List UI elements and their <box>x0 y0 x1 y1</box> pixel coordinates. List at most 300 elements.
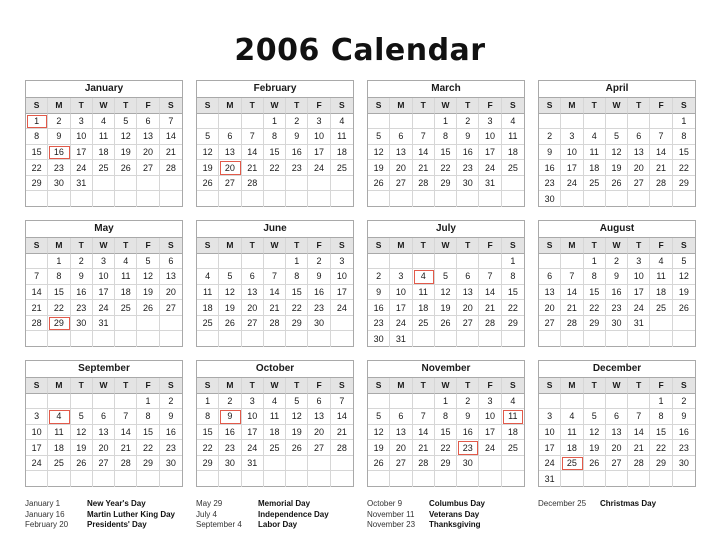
day-cell: 24 <box>71 160 93 176</box>
day-cell: 21 <box>628 440 650 456</box>
day-cell: 30 <box>457 456 479 472</box>
day-cell: 25 <box>331 160 353 176</box>
weekday-header: S <box>26 98 48 114</box>
day-cell: 1 <box>502 254 524 270</box>
day-cell: 13 <box>308 409 330 425</box>
day-cell: 12 <box>286 409 308 425</box>
day-cell: 20 <box>308 425 330 441</box>
day-cell: 13 <box>606 425 628 441</box>
day-cell: 24 <box>26 456 48 472</box>
empty-day-cell <box>26 191 48 207</box>
holiday-row <box>25 520 175 531</box>
day-cell: 19 <box>584 440 606 456</box>
day-cell: 5 <box>137 254 159 270</box>
weekday-header: T <box>286 378 308 394</box>
month-july <box>367 220 525 347</box>
empty-day-cell <box>197 254 219 270</box>
holiday-name: Columbus Day <box>429 499 486 508</box>
weekday-header: M <box>561 378 583 394</box>
day-cell: 3 <box>628 254 650 270</box>
day-cell: 12 <box>368 145 390 161</box>
weekday-header: S <box>26 378 48 394</box>
empty-day-cell <box>479 456 501 472</box>
day-cell: 9 <box>48 129 70 145</box>
day-cell: 7 <box>413 129 435 145</box>
day-cell: 8 <box>584 269 606 285</box>
day-cell: 3 <box>331 254 353 270</box>
day-cell: 2 <box>308 254 330 270</box>
weekday-header: S <box>160 378 182 394</box>
weekday-header: S <box>160 238 182 254</box>
day-cell: 10 <box>479 409 501 425</box>
day-cell: 18 <box>48 440 70 456</box>
empty-day-cell <box>368 394 390 410</box>
day-cell: 15 <box>137 425 159 441</box>
holiday-date: December 25 <box>538 499 587 508</box>
weekday-header: T <box>71 378 93 394</box>
empty-day-cell <box>48 394 70 410</box>
empty-day-cell <box>26 394 48 410</box>
day-cell: 7 <box>479 269 501 285</box>
day-cell: 29 <box>26 176 48 192</box>
empty-day-cell <box>650 471 672 487</box>
empty-day-cell <box>673 316 695 332</box>
day-cell: 2 <box>606 254 628 270</box>
page-title: 2006 Calendar <box>234 33 486 68</box>
month-december <box>538 360 696 487</box>
empty-day-cell <box>48 331 70 347</box>
day-cell: 8 <box>673 129 695 145</box>
day-cell: 1 <box>435 114 457 130</box>
day-cell: 11 <box>197 285 219 301</box>
day-cell: 16 <box>457 145 479 161</box>
day-cell: 10 <box>93 269 115 285</box>
day-cell: 6 <box>242 269 264 285</box>
day-cell: 5 <box>197 129 219 145</box>
weekday-header: S <box>26 238 48 254</box>
day-cell: 22 <box>650 440 672 456</box>
empty-day-cell <box>264 456 286 472</box>
empty-day-cell <box>435 471 457 487</box>
day-cell: 12 <box>71 425 93 441</box>
day-cell: 9 <box>457 129 479 145</box>
day-cell: 22 <box>435 160 457 176</box>
holiday-date: January 16 <box>25 509 65 519</box>
empty-day-cell <box>413 394 435 410</box>
day-cell: 10 <box>331 269 353 285</box>
month-name: February <box>197 81 353 98</box>
day-cell: 24 <box>331 300 353 316</box>
day-cell: 2 <box>673 394 695 410</box>
day-cell: 14 <box>413 145 435 161</box>
day-cell: 25 <box>115 300 137 316</box>
day-cell: 10 <box>390 285 412 301</box>
empty-day-cell <box>331 471 353 487</box>
holiday-name: Martin Luther King Day <box>87 509 176 519</box>
day-cell: 16 <box>160 425 182 441</box>
day-cell: 7 <box>160 114 182 130</box>
day-cell: 24 <box>390 316 412 332</box>
holiday-day-cell: 4 <box>48 409 70 425</box>
empty-day-cell <box>628 394 650 410</box>
empty-day-cell <box>539 331 561 347</box>
day-cell: 12 <box>435 285 457 301</box>
day-cell: 1 <box>673 114 695 130</box>
day-cell: 9 <box>457 409 479 425</box>
empty-day-cell <box>197 471 219 487</box>
empty-day-cell <box>197 191 219 207</box>
empty-day-cell <box>561 471 583 487</box>
empty-day-cell <box>331 456 353 472</box>
day-cell: 27 <box>390 456 412 472</box>
weekday-header: T <box>413 378 435 394</box>
day-cell: 13 <box>242 285 264 301</box>
day-cell: 8 <box>26 129 48 145</box>
day-cell: 27 <box>160 300 182 316</box>
weekday-header: T <box>115 238 137 254</box>
day-cell: 23 <box>308 300 330 316</box>
day-cell: 31 <box>390 331 412 347</box>
empty-day-cell <box>561 331 583 347</box>
empty-day-cell <box>502 456 524 472</box>
day-grid <box>197 98 353 207</box>
day-cell: 14 <box>650 145 672 161</box>
day-cell: 9 <box>368 285 390 301</box>
day-cell: 27 <box>628 176 650 192</box>
empty-day-cell <box>539 114 561 130</box>
day-cell: 15 <box>26 145 48 161</box>
day-cell: 4 <box>584 129 606 145</box>
holiday-day-cell: 23 <box>457 440 479 456</box>
day-cell: 10 <box>539 425 561 441</box>
day-cell: 10 <box>71 129 93 145</box>
weekday-header: T <box>71 98 93 114</box>
day-cell: 19 <box>197 160 219 176</box>
day-cell: 28 <box>160 160 182 176</box>
day-cell: 8 <box>264 129 286 145</box>
day-cell: 17 <box>26 440 48 456</box>
empty-day-cell <box>628 471 650 487</box>
empty-day-cell <box>137 331 159 347</box>
day-cell: 23 <box>48 160 70 176</box>
day-cell: 19 <box>435 300 457 316</box>
empty-day-cell <box>93 331 115 347</box>
holiday-row <box>196 510 329 521</box>
empty-day-cell <box>71 331 93 347</box>
day-cell: 29 <box>286 316 308 332</box>
day-cell: 30 <box>606 316 628 332</box>
day-cell: 5 <box>606 129 628 145</box>
day-cell: 17 <box>628 285 650 301</box>
day-cell: 8 <box>137 409 159 425</box>
weekday-header: T <box>71 238 93 254</box>
weekday-header: M <box>48 98 70 114</box>
day-cell: 22 <box>584 300 606 316</box>
day-cell: 7 <box>561 269 583 285</box>
weekday-header: F <box>137 378 159 394</box>
day-cell: 7 <box>413 409 435 425</box>
month-name: January <box>26 81 182 98</box>
day-cell: 28 <box>413 456 435 472</box>
day-cell: 26 <box>137 300 159 316</box>
empty-day-cell <box>435 331 457 347</box>
day-cell: 13 <box>219 145 241 161</box>
weekday-header: W <box>93 378 115 394</box>
empty-day-cell <box>286 471 308 487</box>
day-cell: 1 <box>264 114 286 130</box>
day-cell: 29 <box>650 456 672 472</box>
empty-day-cell <box>137 471 159 487</box>
day-cell: 18 <box>331 145 353 161</box>
day-cell: 31 <box>71 176 93 192</box>
day-cell: 27 <box>242 316 264 332</box>
empty-day-cell <box>584 331 606 347</box>
weekday-header: T <box>584 98 606 114</box>
empty-day-cell <box>71 471 93 487</box>
day-cell: 7 <box>650 129 672 145</box>
day-cell: 22 <box>26 160 48 176</box>
day-cell: 18 <box>413 300 435 316</box>
empty-day-cell <box>286 331 308 347</box>
day-cell: 5 <box>368 129 390 145</box>
day-cell: 10 <box>628 269 650 285</box>
empty-day-cell <box>606 394 628 410</box>
month-september <box>25 360 183 487</box>
day-cell: 9 <box>286 129 308 145</box>
weekday-header: F <box>650 378 672 394</box>
day-cell: 3 <box>479 114 501 130</box>
day-cell: 19 <box>137 285 159 301</box>
weekday-header: S <box>502 98 524 114</box>
day-cell: 1 <box>197 394 219 410</box>
day-cell: 3 <box>479 394 501 410</box>
day-cell: 21 <box>561 300 583 316</box>
day-cell: 16 <box>71 285 93 301</box>
empty-day-cell <box>628 331 650 347</box>
weekday-header: S <box>331 98 353 114</box>
day-cell: 17 <box>479 145 501 161</box>
weekday-header: S <box>197 238 219 254</box>
day-cell: 22 <box>197 440 219 456</box>
empty-day-cell <box>93 394 115 410</box>
empty-day-cell <box>584 394 606 410</box>
day-cell: 12 <box>368 425 390 441</box>
weekday-header: F <box>308 98 330 114</box>
month-august <box>538 220 696 347</box>
day-cell: 12 <box>115 129 137 145</box>
day-cell: 17 <box>331 285 353 301</box>
day-cell: 28 <box>628 456 650 472</box>
day-cell: 15 <box>584 285 606 301</box>
day-cell: 18 <box>502 145 524 161</box>
day-cell: 19 <box>368 160 390 176</box>
holiday-row <box>367 520 485 531</box>
day-cell: 11 <box>331 129 353 145</box>
empty-day-cell <box>26 254 48 270</box>
weekday-header: W <box>435 98 457 114</box>
holiday-date: January 1 <box>25 499 61 508</box>
day-cell: 12 <box>584 425 606 441</box>
empty-day-cell <box>628 114 650 130</box>
day-cell: 29 <box>137 456 159 472</box>
day-cell: 19 <box>71 440 93 456</box>
day-cell: 2 <box>48 114 70 130</box>
empty-day-cell <box>264 254 286 270</box>
day-cell: 23 <box>71 300 93 316</box>
day-cell: 15 <box>48 285 70 301</box>
empty-day-cell <box>308 456 330 472</box>
empty-day-cell <box>160 331 182 347</box>
empty-day-cell <box>650 114 672 130</box>
holiday-row <box>538 499 656 510</box>
empty-day-cell <box>539 394 561 410</box>
empty-day-cell <box>457 471 479 487</box>
day-cell: 18 <box>584 160 606 176</box>
day-cell: 6 <box>390 409 412 425</box>
day-cell: 28 <box>242 176 264 192</box>
day-cell: 10 <box>308 129 330 145</box>
day-grid <box>368 378 524 487</box>
weekday-header: W <box>93 98 115 114</box>
weekday-header: S <box>368 378 390 394</box>
day-cell: 13 <box>137 129 159 145</box>
day-grid <box>368 238 524 347</box>
day-cell: 16 <box>673 425 695 441</box>
day-cell: 10 <box>479 129 501 145</box>
day-cell: 15 <box>502 285 524 301</box>
weekday-header: T <box>457 98 479 114</box>
day-cell: 20 <box>539 300 561 316</box>
day-cell: 20 <box>160 285 182 301</box>
day-cell: 30 <box>673 456 695 472</box>
month-january <box>25 80 183 207</box>
day-cell: 26 <box>286 440 308 456</box>
day-cell: 8 <box>286 269 308 285</box>
day-cell: 27 <box>539 316 561 332</box>
day-cell: 11 <box>584 145 606 161</box>
weekday-header: T <box>413 238 435 254</box>
day-cell: 8 <box>435 129 457 145</box>
weekday-header: F <box>479 238 501 254</box>
day-cell: 13 <box>539 285 561 301</box>
weekday-header: F <box>137 238 159 254</box>
empty-day-cell <box>650 316 672 332</box>
day-grid <box>26 378 182 487</box>
month-april <box>538 80 696 207</box>
day-cell: 19 <box>286 425 308 441</box>
day-cell: 5 <box>673 254 695 270</box>
empty-day-cell <box>457 331 479 347</box>
empty-day-cell <box>502 191 524 207</box>
day-cell: 24 <box>479 160 501 176</box>
empty-day-cell <box>264 331 286 347</box>
day-grid <box>197 378 353 487</box>
day-cell: 5 <box>584 409 606 425</box>
day-cell: 4 <box>650 254 672 270</box>
weekday-header: F <box>308 378 330 394</box>
empty-day-cell <box>457 254 479 270</box>
day-cell: 4 <box>502 394 524 410</box>
day-cell: 30 <box>368 331 390 347</box>
day-cell: 15 <box>650 425 672 441</box>
month-name: August <box>539 221 695 238</box>
day-cell: 13 <box>390 425 412 441</box>
empty-day-cell <box>413 254 435 270</box>
weekday-header: T <box>628 378 650 394</box>
empty-day-cell <box>368 254 390 270</box>
day-cell: 30 <box>219 456 241 472</box>
day-cell: 30 <box>160 456 182 472</box>
day-cell: 7 <box>115 409 137 425</box>
day-cell: 1 <box>48 254 70 270</box>
empty-day-cell <box>606 114 628 130</box>
day-cell: 6 <box>93 409 115 425</box>
day-cell: 6 <box>390 129 412 145</box>
empty-day-cell <box>242 191 264 207</box>
day-cell: 7 <box>331 394 353 410</box>
empty-day-cell <box>115 471 137 487</box>
day-cell: 15 <box>264 145 286 161</box>
empty-day-cell <box>242 471 264 487</box>
day-cell: 10 <box>561 145 583 161</box>
holiday-name: Labor Day <box>258 520 298 529</box>
holiday-date: November 11 <box>367 509 415 519</box>
day-cell: 28 <box>264 316 286 332</box>
day-cell: 9 <box>308 269 330 285</box>
weekday-header: S <box>502 378 524 394</box>
empty-day-cell <box>197 331 219 347</box>
day-cell: 30 <box>539 191 561 207</box>
empty-day-cell <box>219 114 241 130</box>
day-cell: 25 <box>413 316 435 332</box>
empty-day-cell <box>26 471 48 487</box>
day-cell: 4 <box>197 269 219 285</box>
holiday-row <box>367 499 485 510</box>
day-cell: 11 <box>264 409 286 425</box>
empty-day-cell <box>264 176 286 192</box>
day-cell: 9 <box>539 145 561 161</box>
weekday-header: W <box>435 238 457 254</box>
weekday-header: T <box>242 98 264 114</box>
day-cell: 4 <box>331 114 353 130</box>
day-cell: 30 <box>71 316 93 332</box>
day-cell: 14 <box>26 285 48 301</box>
day-cell: 25 <box>650 300 672 316</box>
day-cell: 12 <box>606 145 628 161</box>
day-cell: 3 <box>539 409 561 425</box>
day-cell: 18 <box>197 300 219 316</box>
month-name: July <box>368 221 524 238</box>
day-cell: 28 <box>26 316 48 332</box>
day-cell: 4 <box>264 394 286 410</box>
holiday-date: October 9 <box>367 499 403 508</box>
day-cell: 18 <box>264 425 286 441</box>
day-cell: 19 <box>115 145 137 161</box>
day-cell: 10 <box>26 425 48 441</box>
weekday-header: M <box>219 238 241 254</box>
day-cell: 6 <box>539 269 561 285</box>
day-cell: 14 <box>331 409 353 425</box>
empty-day-cell <box>390 394 412 410</box>
empty-day-cell <box>479 471 501 487</box>
holiday-date: July 4 <box>196 509 217 519</box>
day-cell: 23 <box>286 160 308 176</box>
month-june <box>196 220 354 347</box>
month-name: May <box>26 221 182 238</box>
day-cell: 23 <box>673 440 695 456</box>
day-cell: 11 <box>413 285 435 301</box>
day-grid <box>539 238 695 347</box>
